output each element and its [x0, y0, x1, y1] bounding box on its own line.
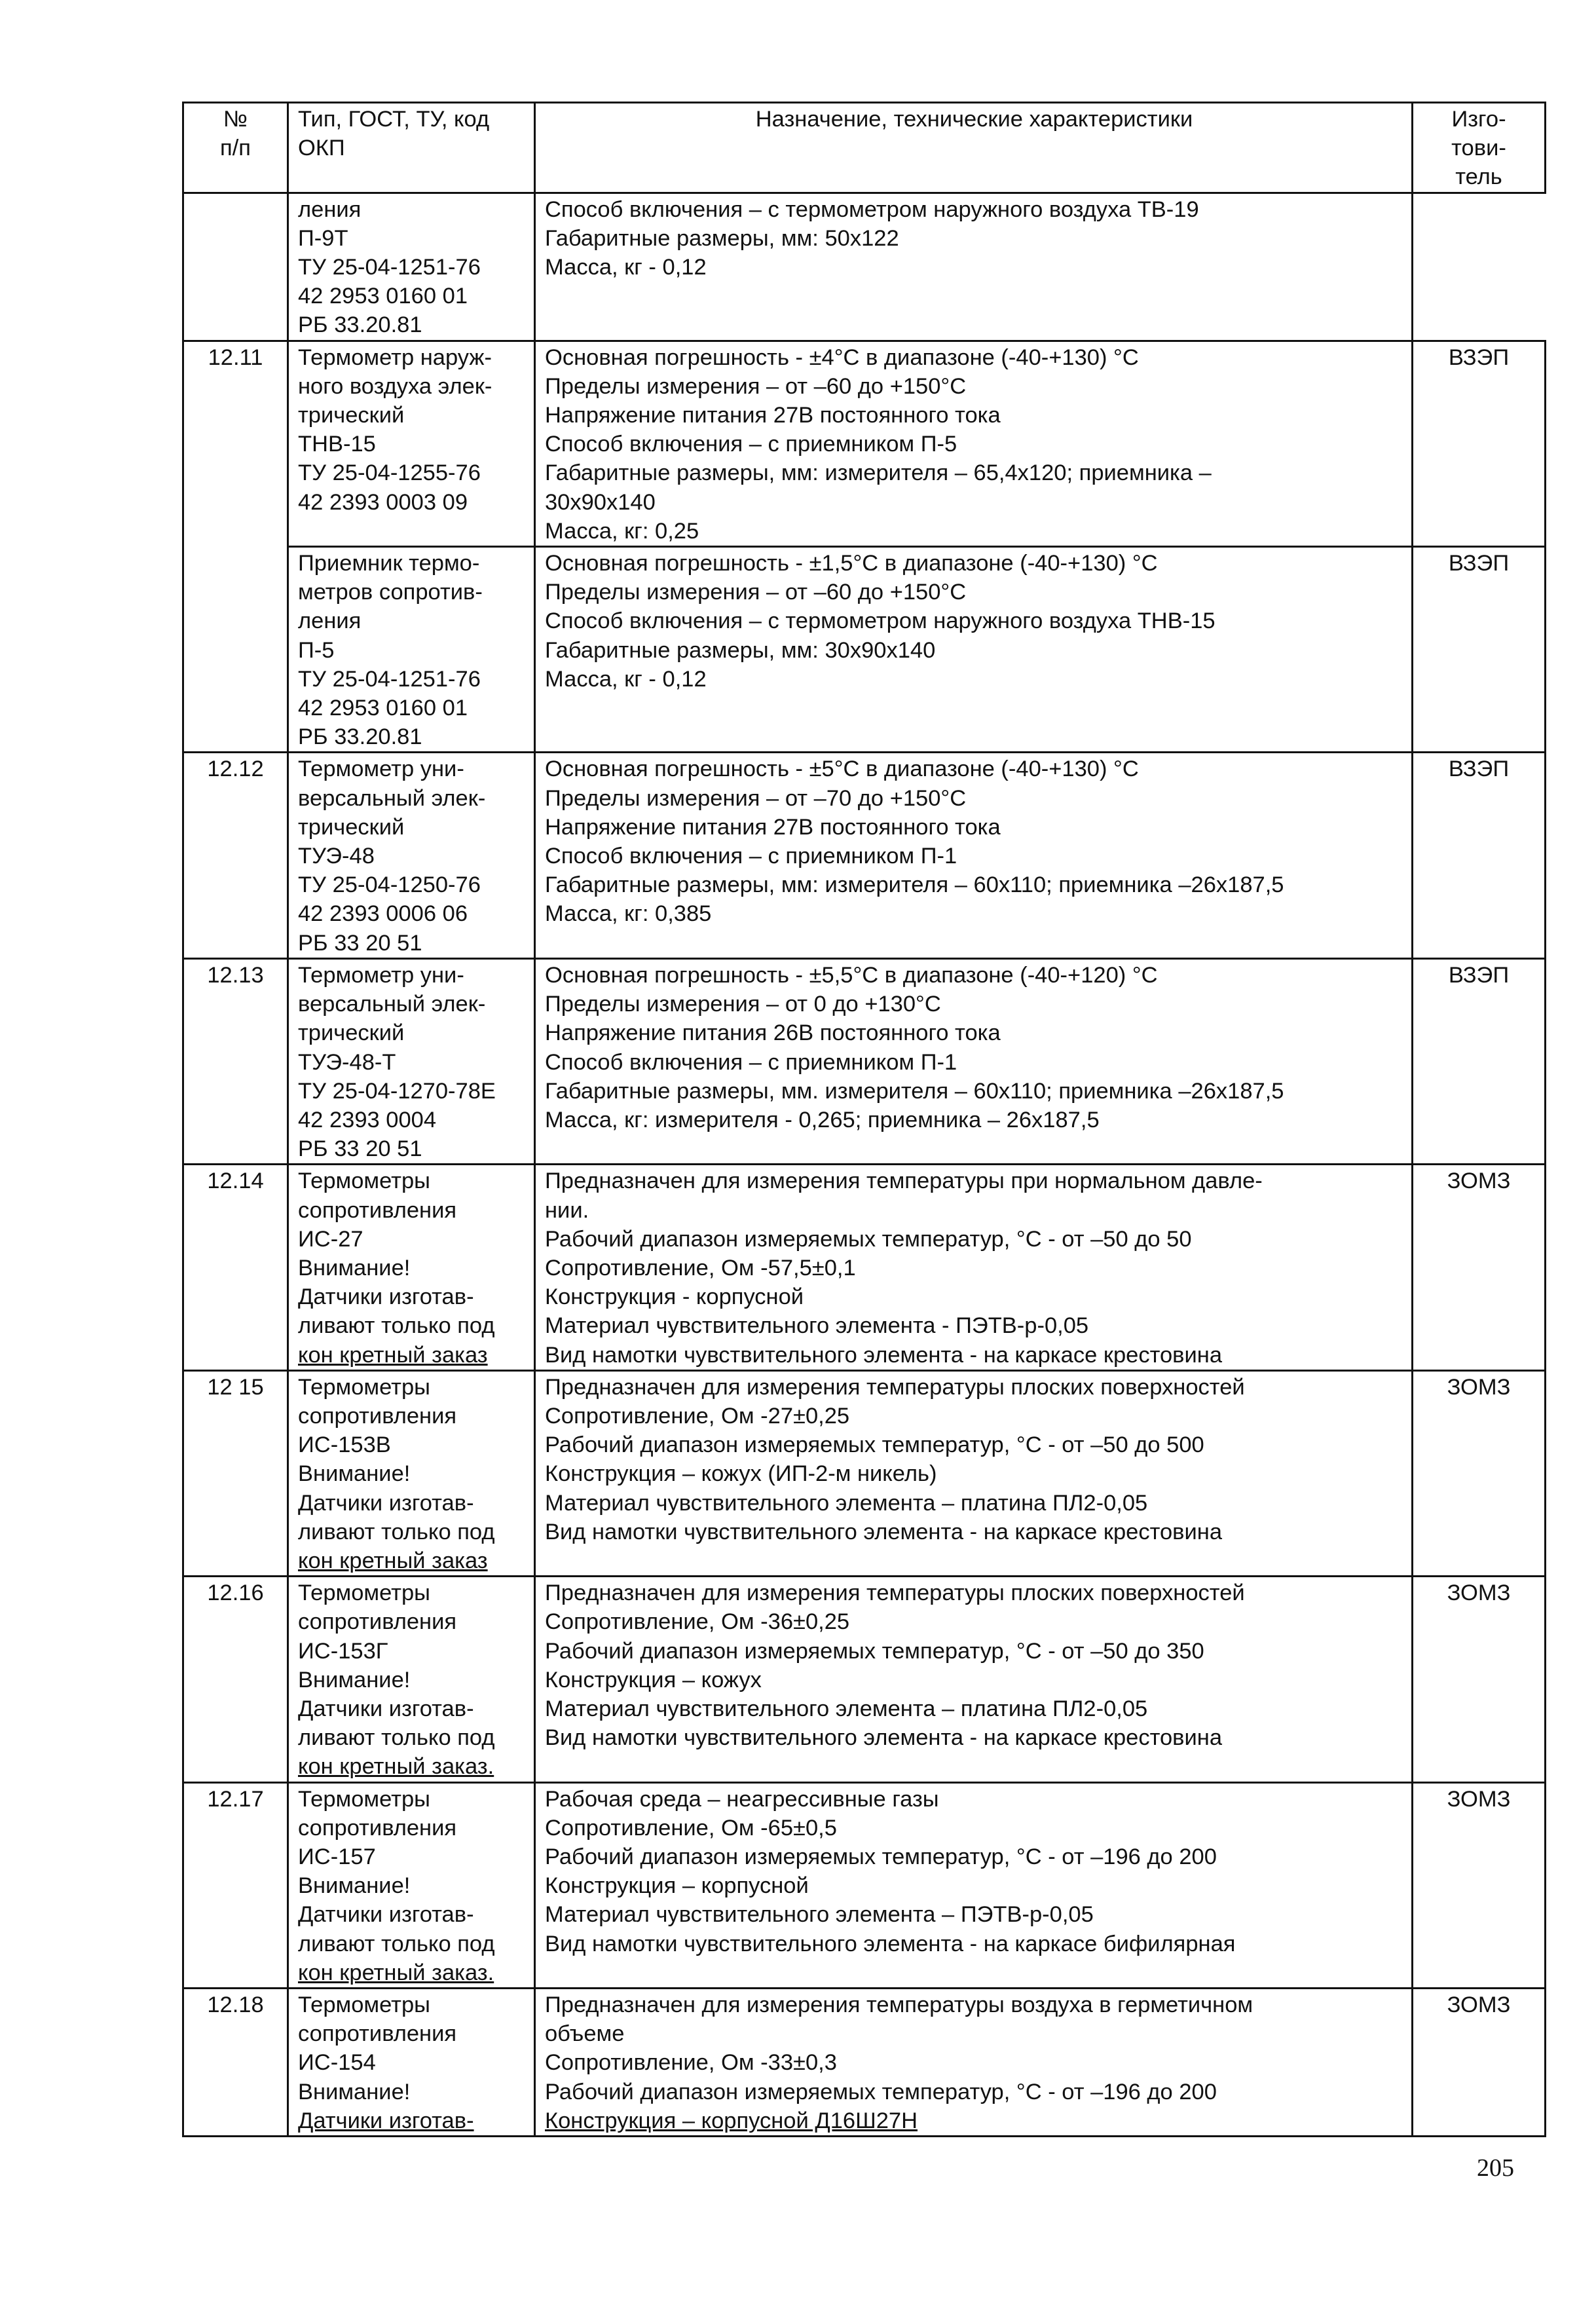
- description-line: нии.: [545, 1197, 589, 1223]
- type-cell: [288, 1370, 535, 1576]
- type-line: ТУ 25-04-1255-76: [298, 460, 481, 486]
- description-cell: [535, 1165, 1413, 1370]
- manufacturer: ВЗЭП: [1448, 757, 1510, 782]
- type-cell: [288, 958, 535, 1164]
- description-line: Сопротивление, Ом -65±0,5: [545, 1815, 837, 1841]
- row-number-cell: [183, 547, 288, 753]
- description-line: Габаритные размеры, мм: 30х90х140: [545, 637, 936, 663]
- type-line: Датчики изготав-: [298, 1696, 474, 1721]
- description-line: Предназначен для измерения температуры воздуха в герметичном: [545, 1992, 1253, 2017]
- type-cell: [288, 1782, 535, 1988]
- description-line: объеме: [545, 2021, 625, 2047]
- manufacturer: ЗОМЗ: [1447, 1580, 1511, 1606]
- table-row: [183, 1577, 1546, 1782]
- type-line: кон кретный заказ: [298, 1342, 488, 1368]
- description-line: Конструкция – кожух: [545, 1667, 762, 1692]
- description-line: Вид намотки чувствительного элемента - на каркасе крестовина: [545, 1519, 1223, 1544]
- manufacturer: ВЗЭП: [1448, 551, 1510, 576]
- manufacturer-cell: [1413, 958, 1546, 1164]
- description-line: Габаритные размеры, мм: 50х122: [545, 225, 899, 251]
- description-cell: [535, 958, 1413, 1164]
- description-line: Габаритные размеры, мм: измерителя – 60х110; приемника –26х187,5: [545, 872, 1284, 898]
- row-number-cell: [183, 1989, 288, 2137]
- type-line: Термометры: [298, 1580, 430, 1606]
- type-line: 42 2393 0003 09: [298, 489, 468, 515]
- description-line: Масса, кг - 0,12: [545, 666, 707, 692]
- type-cell: [288, 1989, 535, 2137]
- manufacturer-cell: [1413, 1989, 1546, 2137]
- manufacturer-cell: [1413, 341, 1546, 546]
- type-line: Внимание!: [298, 2079, 411, 2104]
- description-line: Рабочий диапазон измеряемых температур, °С - от –50 до 50: [545, 1226, 1192, 1252]
- type-cell: [288, 193, 535, 341]
- description-line: Предназначен для измерения температуры при нормальном давле-: [545, 1168, 1263, 1194]
- type-line: 42 2953 0160 01: [298, 696, 468, 721]
- description-line: Конструкция – кожух (ИП-2-м никель): [545, 1461, 937, 1487]
- description-line: Основная погрешность - ±5°С в диапазоне (-40-+130) °С: [545, 757, 1139, 782]
- type-line: ления: [298, 608, 362, 634]
- description-line: Рабочий диапазон измеряемых температур, °С - от –196 до 200: [545, 1844, 1217, 1869]
- type-cell: [288, 1577, 535, 1782]
- type-line: ливают только под: [298, 1725, 495, 1751]
- type-line: РБ 33.20.81: [298, 724, 422, 750]
- description-line: Способ включения – с приемником П-1: [545, 844, 957, 869]
- type-line: Датчики изготав-: [298, 2108, 474, 2133]
- manufacturer: ЗОМЗ: [1447, 1374, 1511, 1400]
- type-line: П-5: [298, 637, 335, 663]
- description-line: Габаритные размеры, мм. измерителя – 60х110; приемника –26х187,5: [545, 1078, 1284, 1104]
- row-number: 12.13: [207, 962, 264, 988]
- table-row: [183, 193, 1546, 341]
- type-line: ИС-153Г: [298, 1638, 388, 1664]
- row-number-cell: [183, 1165, 288, 1370]
- table-row: [183, 753, 1546, 958]
- row-number-cell: [183, 193, 288, 341]
- manufacturer: ВЗЭП: [1448, 345, 1510, 370]
- manufacturer-cell: [1413, 1165, 1546, 1370]
- row-number: 12.18: [207, 1992, 264, 2017]
- row-number: 12.11: [208, 345, 263, 370]
- type-line: ТУЭ-48: [298, 844, 375, 869]
- type-line: 42 2393 0004: [298, 1107, 437, 1132]
- table-row: [183, 341, 1546, 546]
- description-line: Напряжение питания 26В постоянного тока: [545, 1020, 1001, 1046]
- type-line: РБ 33 20 51: [298, 930, 422, 956]
- type-line: ТУ 25-04-1250-76: [298, 872, 481, 898]
- type-line: ливают только под: [298, 1931, 495, 1956]
- description-line: Масса, кг - 0,12: [545, 255, 707, 280]
- type-cell: [288, 753, 535, 958]
- description-cell: [535, 1577, 1413, 1782]
- description-cell: [535, 753, 1413, 958]
- header-type: Тип, ГОСТ, ТУ, код ОКП: [288, 103, 535, 193]
- description-line: Габаритные размеры, мм: измерителя – 65,4х120; приемника –: [545, 460, 1212, 486]
- description-line: Пределы измерения – от –60 до +150°С: [545, 580, 967, 605]
- table-header-row: [183, 103, 1546, 193]
- manufacturer-cell: [1413, 1577, 1546, 1782]
- type-line: 42 2393 0006 06: [298, 901, 468, 927]
- description-line: Сопротивление, Ом -27±0,25: [545, 1403, 850, 1429]
- spec-table: [182, 102, 1546, 2137]
- description-line: Способ включения – с термометром наружного воздуха ТВ-19: [545, 196, 1199, 222]
- description-cell: [535, 341, 1413, 546]
- manufacturer: ЗОМЗ: [1447, 1168, 1511, 1194]
- row-number: 12.17: [207, 1786, 264, 1812]
- description-line: Материал чувствительного элемента – платина ПЛ2-0,05: [545, 1490, 1148, 1516]
- manufacturer-cell: [1413, 1782, 1546, 1988]
- type-line: П-9Т: [298, 225, 348, 251]
- type-line: кон кретный заказ.: [298, 1754, 494, 1780]
- type-line: версальный элек-: [298, 785, 486, 811]
- row-number-cell: [183, 1782, 288, 1988]
- description-line: Конструкция - корпусной: [545, 1284, 804, 1310]
- description-line: 30х90х140: [545, 489, 656, 515]
- type-line: ТУ 25-04-1251-76: [298, 255, 481, 280]
- row-number: 12 15: [207, 1374, 264, 1400]
- type-cell: [288, 341, 535, 546]
- manufacturer-cell: [1413, 547, 1546, 753]
- description-line: Предназначен для измерения температуры плоских поверхностей: [545, 1580, 1245, 1606]
- type-line: ИС-157: [298, 1844, 376, 1869]
- description-line: Пределы измерения – от 0 до +130°С: [545, 992, 941, 1017]
- type-line: Датчики изготав-: [298, 1490, 474, 1516]
- spec-table-sheet: [182, 102, 1544, 2137]
- type-line: версальный элек-: [298, 992, 486, 1017]
- type-line: трический: [298, 814, 405, 840]
- type-line: Внимание!: [298, 1873, 411, 1899]
- row-number-cell: [183, 341, 288, 546]
- description-line: Рабочий диапазон измеряемых температур, °С - от –50 до 350: [545, 1638, 1204, 1664]
- description-line: Сопротивление, Ом -33±0,3: [545, 2050, 837, 2076]
- description-line: Вид намотки чувствительного элемента - на каркасе крестовина: [545, 1725, 1223, 1751]
- description-line: Масса, кг: измерителя - 0,265; приемника – 26х187,5: [545, 1107, 1100, 1132]
- table-row: [183, 1989, 1546, 2137]
- type-line: РБ 33.20.81: [298, 312, 422, 338]
- type-line: сопротивления: [298, 1609, 457, 1635]
- manufacturer: ЗОМЗ: [1447, 1992, 1511, 2017]
- description-cell: [535, 1370, 1413, 1576]
- type-cell: [288, 1165, 535, 1370]
- type-line: кон кретный заказ.: [298, 1960, 494, 1985]
- type-line: Термометры: [298, 1168, 430, 1194]
- type-line: ИС-153В: [298, 1432, 391, 1458]
- description-line: Рабочий диапазон измеряемых температур, °С - от –196 до 200: [545, 2079, 1217, 2104]
- description-line: Пределы измерения – от –70 до +150°С: [545, 785, 967, 811]
- description-cell: [535, 193, 1413, 341]
- header-manufacturer: Изго- тови- тель: [1413, 103, 1546, 193]
- type-line: ливают только под: [298, 1313, 495, 1339]
- type-line: Термометр уни-: [298, 757, 464, 782]
- type-line: Термометр уни-: [298, 962, 464, 988]
- description-line: Напряжение питания 27В постоянного тока: [545, 814, 1001, 840]
- description-line: Способ включения – с приемником П-1: [545, 1049, 957, 1075]
- type-line: ИС-154: [298, 2050, 376, 2076]
- table-row: [183, 1165, 1546, 1370]
- type-line: 42 2953 0160 01: [298, 284, 468, 309]
- description-line: Напряжение питания 27В постоянного тока: [545, 403, 1001, 428]
- description-line: Предназначен для измерения температуры плоских поверхностей: [545, 1374, 1245, 1400]
- type-line: ления: [298, 196, 362, 222]
- manufacturer-cell: [1413, 753, 1546, 958]
- description-line: Сопротивление, Ом -36±0,25: [545, 1609, 850, 1635]
- type-line: кон кретный заказ: [298, 1548, 488, 1573]
- description-line: Способ включения – с термометром наружного воздуха ТНВ-15: [545, 608, 1216, 634]
- description-line: Основная погрешность - ±5,5°С в диапазоне (-40-+120) °С: [545, 962, 1158, 988]
- type-line: сопротивления: [298, 2021, 457, 2047]
- manufacturer: ВЗЭП: [1448, 962, 1510, 988]
- description-line: Пределы измерения – от –60 до +150°С: [545, 373, 967, 399]
- type-line: Термометры: [298, 1786, 430, 1812]
- description-cell: [535, 547, 1413, 753]
- type-line: ТУЭ-48-Т: [298, 1049, 396, 1075]
- description-line: Рабочая среда – неагрессивные газы: [545, 1786, 939, 1812]
- type-line: Приемник термо-: [298, 551, 480, 576]
- type-line: ТУ 25-04-1251-76: [298, 666, 481, 692]
- row-number-cell: [183, 958, 288, 1164]
- description-line: Материал чувствительного элемента – платина ПЛ2-0,05: [545, 1696, 1148, 1721]
- description-line: Материал чувствительного элемента – ПЭТВ-р-0,05: [545, 1902, 1094, 1928]
- manufacturer-cell: [1413, 1370, 1546, 1576]
- type-line: Внимание!: [298, 1667, 411, 1692]
- table-row: [183, 1370, 1546, 1576]
- type-line: Внимание!: [298, 1461, 411, 1487]
- row-number-cell: [183, 1370, 288, 1576]
- type-line: трический: [298, 403, 405, 428]
- description-line: Вид намотки чувствительного элемента - на каркасе бифилярная: [545, 1931, 1236, 1956]
- type-line: ТНВ-15: [298, 432, 376, 457]
- type-cell: [288, 547, 535, 753]
- type-line: трический: [298, 1020, 405, 1046]
- manufacturer: ЗОМЗ: [1447, 1786, 1511, 1812]
- description-line: Материал чувствительного элемента - ПЭТВ-р-0,05: [545, 1313, 1089, 1339]
- description-cell: [535, 1782, 1413, 1988]
- description-line: Рабочий диапазон измеряемых температур, °С - от –50 до 500: [545, 1432, 1204, 1458]
- type-line: сопротивления: [298, 1197, 457, 1223]
- description-cell: [535, 1989, 1413, 2137]
- description-line: Основная погрешность - ±4°С в диапазоне (-40-+130) °С: [545, 345, 1139, 370]
- description-line: Вид намотки чувствительного элемента - на каркасе крестовина: [545, 1342, 1223, 1368]
- table-row: [183, 1782, 1546, 1988]
- row-number-cell: [183, 753, 288, 958]
- page-number: 205: [1477, 2154, 1514, 2182]
- type-line: РБ 33 20 51: [298, 1136, 422, 1162]
- description-line: Конструкция – корпусной Д16Ш27Н: [545, 2108, 918, 2133]
- type-line: Датчики изготав-: [298, 1902, 474, 1928]
- type-line: ного воздуха элек-: [298, 373, 492, 399]
- description-line: Масса, кг: 0,385: [545, 901, 712, 927]
- row-number: 12.16: [207, 1580, 264, 1606]
- table-row: [183, 958, 1546, 1164]
- type-line: Термометры: [298, 1992, 430, 2017]
- description-line: Конструкция – корпусной: [545, 1873, 809, 1899]
- description-line: Сопротивление, Ом -57,5±0,1: [545, 1255, 856, 1280]
- type-line: Внимание!: [298, 1255, 411, 1280]
- row-number-cell: [183, 1577, 288, 1782]
- type-line: ТУ 25-04-1270-78Е: [298, 1078, 496, 1104]
- row-number: 12.12: [207, 757, 264, 782]
- description-line: Масса, кг: 0,25: [545, 518, 699, 544]
- type-line: ливают только под: [298, 1519, 495, 1544]
- header-description: Назначение, технические характеристики: [535, 103, 1413, 193]
- type-line: ИС-27: [298, 1226, 363, 1252]
- table-row: [183, 547, 1546, 753]
- type-line: Датчики изготав-: [298, 1284, 474, 1310]
- type-line: Термометр наруж-: [298, 345, 492, 370]
- row-number: 12.14: [207, 1168, 264, 1194]
- header-number: № п/п: [183, 103, 288, 193]
- description-line: Основная погрешность - ±1,5°С в диапазоне (-40-+130) °С: [545, 551, 1158, 576]
- type-line: метров сопротив-: [298, 580, 483, 605]
- description-line: Способ включения – с приемником П-5: [545, 432, 957, 457]
- type-line: сопротивления: [298, 1403, 457, 1429]
- type-line: Термометры: [298, 1374, 430, 1400]
- type-line: сопротивления: [298, 1815, 457, 1841]
